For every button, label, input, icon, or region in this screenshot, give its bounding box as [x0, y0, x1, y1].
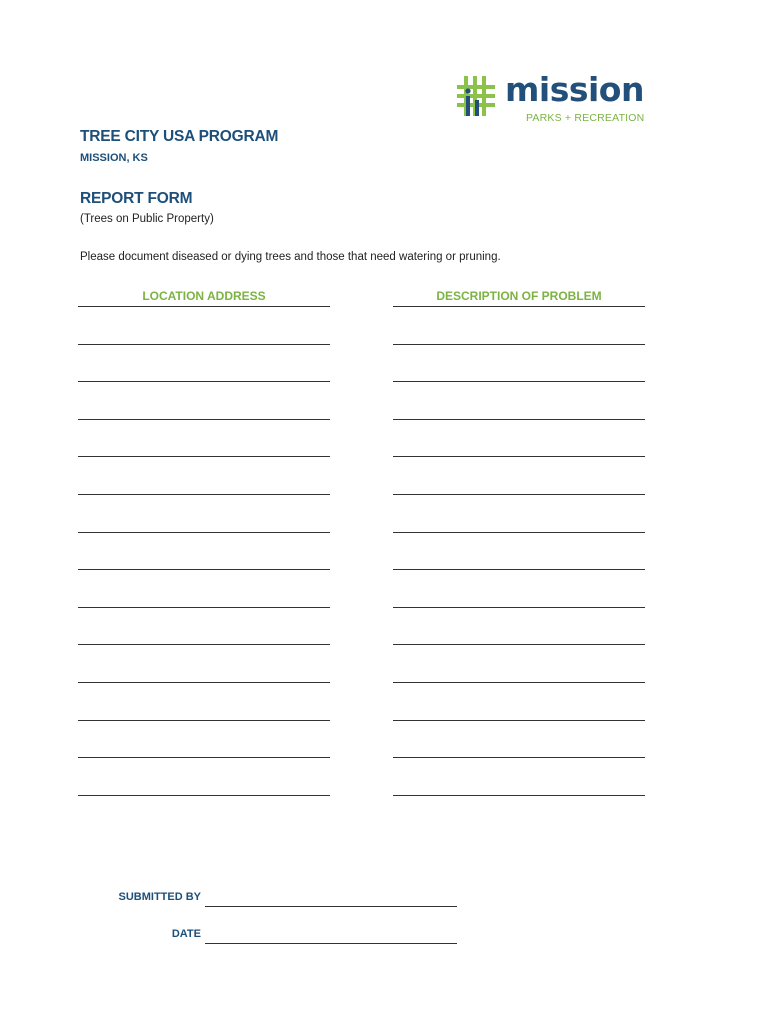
description-of-problem-field[interactable]	[393, 720, 645, 721]
location-address-field[interactable]	[78, 344, 330, 345]
form-subtitle: (Trees on Public Property)	[80, 213, 214, 225]
location-address-field[interactable]	[78, 607, 330, 608]
location-address-field[interactable]	[78, 419, 330, 420]
description-of-problem-header: DESCRIPTION OF PROBLEM	[436, 289, 602, 303]
location-address-field[interactable]	[78, 569, 330, 570]
description-of-problem-field[interactable]	[393, 419, 645, 420]
mission-grid-logo-icon	[457, 76, 497, 116]
description-of-problem-field[interactable]	[393, 795, 645, 796]
form-instructions: Please document diseased or dying trees and those that need watering or pruning.	[80, 251, 501, 263]
program-location: MISSION, KS	[80, 152, 148, 164]
description-of-problem-field[interactable]	[393, 306, 645, 307]
description-of-problem-field[interactable]	[393, 644, 645, 645]
location-address-field[interactable]	[78, 757, 330, 758]
location-address-field[interactable]	[78, 532, 330, 533]
program-title: TREE CITY USA PROGRAM	[80, 128, 279, 145]
location-address-field[interactable]	[78, 306, 330, 307]
location-address-field[interactable]	[78, 381, 330, 382]
location-address-field[interactable]	[78, 720, 330, 721]
description-of-problem-field[interactable]	[393, 757, 645, 758]
submitted-by-label: SUBMITTED BY	[118, 891, 201, 903]
date-field[interactable]	[205, 943, 457, 944]
location-address-field[interactable]	[78, 494, 330, 495]
submitted-by-field[interactable]	[205, 906, 457, 907]
location-address-field[interactable]	[78, 795, 330, 796]
location-address-field[interactable]	[78, 682, 330, 683]
location-address-header: LOCATION ADDRESS	[142, 289, 266, 303]
location-address-field[interactable]	[78, 644, 330, 645]
description-of-problem-field[interactable]	[393, 344, 645, 345]
description-of-problem-field[interactable]	[393, 532, 645, 533]
mission-logo	[457, 70, 645, 126]
location-address-field[interactable]	[78, 456, 330, 457]
logo-wordmark: mission	[505, 70, 644, 109]
description-of-problem-field[interactable]	[393, 607, 645, 608]
description-of-problem-field[interactable]	[393, 456, 645, 457]
description-of-problem-field[interactable]	[393, 381, 645, 382]
date-label: DATE	[171, 928, 201, 940]
description-of-problem-field[interactable]	[393, 494, 645, 495]
form-title: REPORT FORM	[80, 190, 193, 207]
description-of-problem-field[interactable]	[393, 682, 645, 683]
logo-tagline: PARKS + RECREATION	[526, 112, 645, 124]
description-of-problem-field[interactable]	[393, 569, 645, 570]
